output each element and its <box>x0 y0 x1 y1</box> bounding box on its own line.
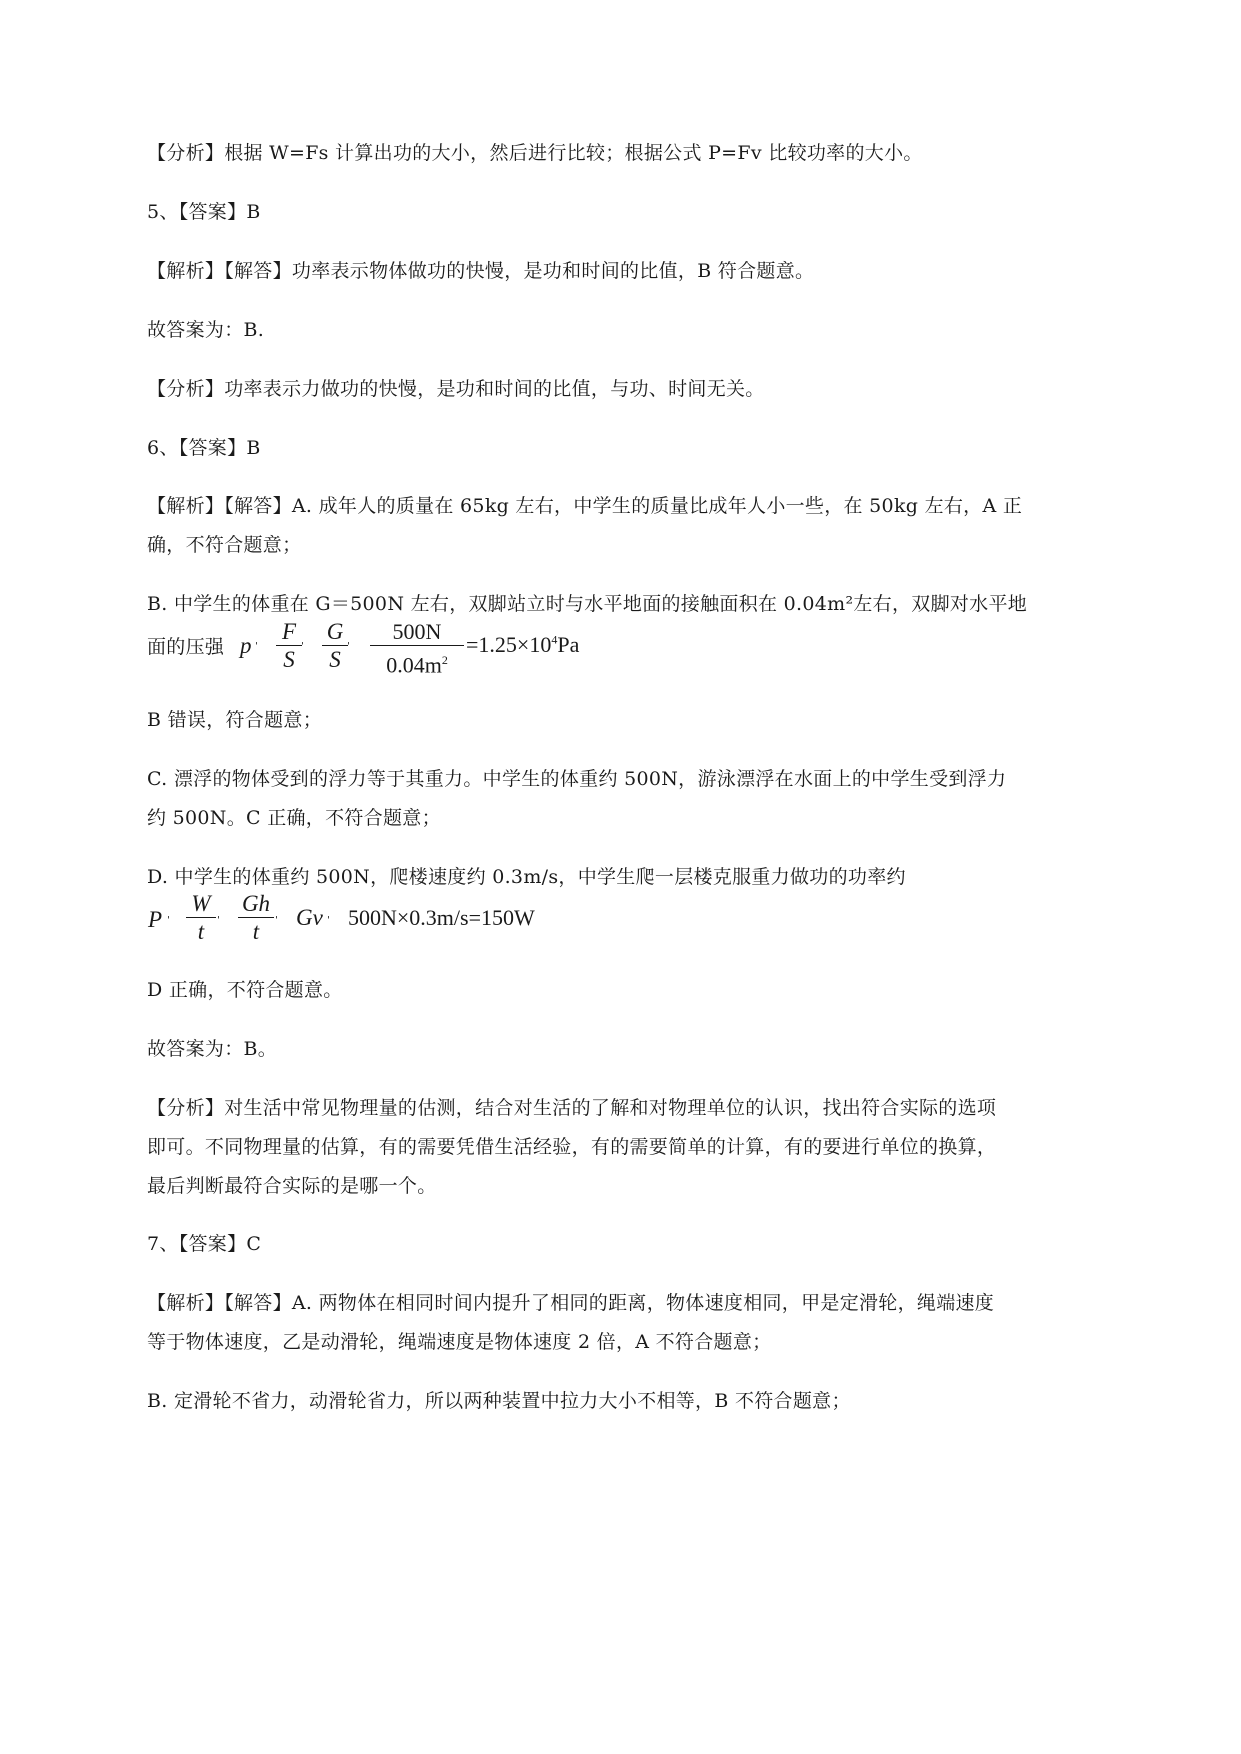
fraction-denominator: t <box>252 919 260 944</box>
final-answer: 故答案为：B。 <box>147 1038 278 1060</box>
formula-term: Gv <box>296 905 323 930</box>
solution-paragraph: 确，不符合题意； <box>147 534 302 556</box>
analysis-paragraph: 【分析】功率表示力做功的快慢，是功和时间的比值，与功、时间无关。 <box>147 378 765 400</box>
answer-heading: 6、【答案】B <box>147 437 261 459</box>
solution-paragraph: B. 中学生的体重在 G＝500N 左右，双脚站立时与水平地面的接触面积在 0.04m²左右，双脚对水平地 <box>147 593 1028 615</box>
fraction-Gh-over-t <box>238 891 274 946</box>
fraction-denominator: $0.04m^2$ <box>386 652 448 678</box>
power-result: 500N×0.3m/s=150W <box>348 905 535 930</box>
solution-paragraph: B. 定滑轮不省力，动滑轮省力，所以两种装置中拉力大小不相等，B 不符合题意； <box>147 1390 851 1412</box>
analysis-paragraph: 最后判断最符合实际的是哪一个。 <box>147 1175 437 1197</box>
analysis-paragraph: 【分析】对生活中常见物理量的估测，结合对生活的了解和对物理单位的认识，找出符合实际的选项 <box>147 1097 997 1119</box>
fraction-numerator: W <box>191 891 211 916</box>
formula-symbol: P <box>148 907 163 932</box>
solution-paragraph: C. 漂浮的物体受到的浮力等于其重力。中学生的体重约 500N，游泳漂浮在水面上的中学生受到浮力 <box>147 768 1007 790</box>
analysis-paragraph: 即可。不同物理量的估算，有的需要凭借生活经验，有的需要简单的计算，有的要进行单位的换算， <box>147 1136 997 1158</box>
conclusion-line: B 错误，符合题意； <box>147 709 323 731</box>
fraction-F-over-S <box>276 619 302 674</box>
fraction-500N-over-area <box>370 619 464 679</box>
fraction-denominator: t <box>197 919 205 944</box>
pressure-result: $=1.25\times 10^4Pa$ <box>466 632 580 657</box>
final-answer: 故答案为：B. <box>147 319 265 341</box>
fraction-numerator: F <box>281 619 297 644</box>
solution-paragraph: D. 中学生的体重约 500N，爬楼速度约 0.3m/s，中学生爬一层楼克服重力做功的功率约 <box>147 866 906 888</box>
analysis-paragraph: 【分析】根据 W=Fs 计算出功的大小，然后进行比较；根据公式 P=Fv 比较功率的大小。 <box>147 142 923 164</box>
solution-paragraph: 面的压强 <box>147 636 225 658</box>
answer-heading: 7、【答案】C <box>147 1233 262 1255</box>
solution-paragraph: 【解析】【解答】功率表示物体做功的快慢，是功和时间的比值，B 符合题意。 <box>147 260 815 282</box>
formula-symbol: p <box>240 633 252 658</box>
fraction-denominator: S <box>329 647 341 672</box>
fraction-numerator: Gh <box>241 891 271 916</box>
solution-paragraph: 等于物体速度，乙是动滑轮，绳端速度是物体速度 2 倍，A 不符合题意； <box>147 1331 772 1353</box>
fraction-W-over-t <box>186 891 216 946</box>
fraction-denominator: S <box>283 647 295 672</box>
solution-paragraph: 约 500N。C 正确，不符合题意； <box>147 807 441 829</box>
answer-heading: 5、【答案】B <box>147 201 261 223</box>
solution-paragraph: 【解析】【解答】A. 成年人的质量在 65kg 左右，中学生的质量比成年人小一些，在 50kg 左右，A 正 <box>147 495 1023 517</box>
conclusion-line: D 正确，不符合题意。 <box>147 979 343 1001</box>
fraction-G-over-S <box>322 619 348 674</box>
fraction-numerator: G <box>326 619 344 644</box>
solution-paragraph: 【解析】【解答】A. 两物体在相同时间内提升了相同的距离，物体速度相同，甲是定滑轮，绳端速度 <box>147 1292 995 1314</box>
fraction-numerator: 500N <box>392 619 442 644</box>
